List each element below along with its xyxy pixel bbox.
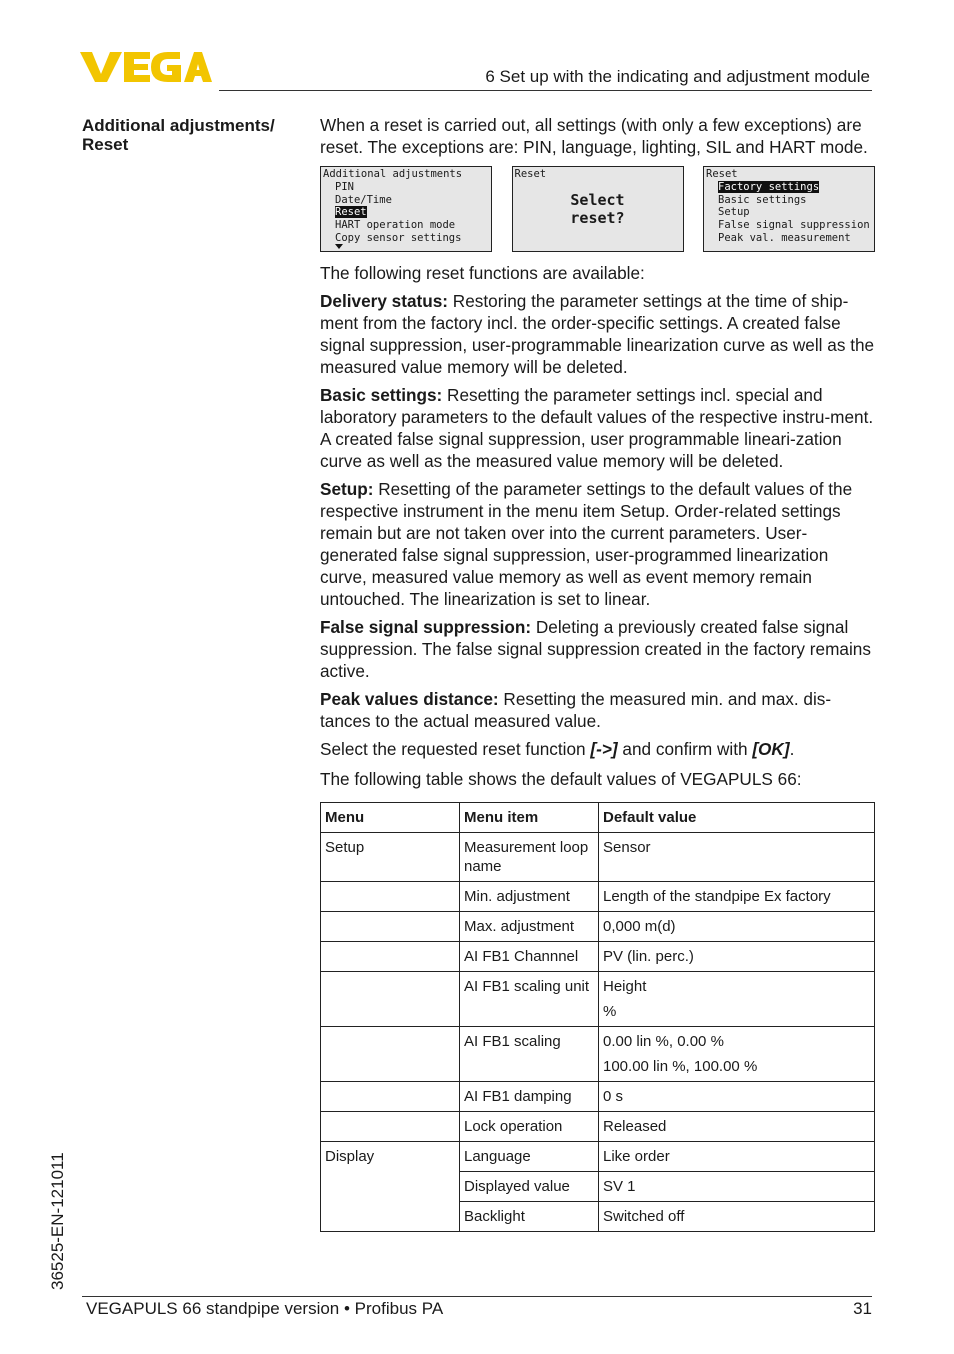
vega-logo xyxy=(80,50,212,84)
document-code: 36525-EN-121011 xyxy=(48,1152,67,1290)
table-row xyxy=(321,942,875,972)
display-screens xyxy=(320,166,875,252)
cell-menu-item: Min. adjustment xyxy=(460,882,599,912)
lcd-title: Reset xyxy=(514,168,547,180)
lcd-option: Peak val. measurement xyxy=(718,231,851,244)
cell-default-value: 0 s xyxy=(599,1082,875,1112)
cell-default-value: Height % xyxy=(599,972,875,1027)
lcd-option: Setup xyxy=(718,206,750,219)
scroll-down-arrow-icon xyxy=(335,244,343,249)
table-row xyxy=(321,1027,875,1082)
function-false-signal: False signal suppression: Deleting a previously created false signal suppression. The false signal suppression created in the factory remains active. xyxy=(320,617,871,681)
page-number: 31 xyxy=(853,1299,872,1318)
side-heading: Additional adjustments/ Reset xyxy=(82,116,275,154)
lcd-menu-item: Date/Time xyxy=(335,193,392,206)
cell-menu-item: Lock operation xyxy=(460,1112,599,1142)
table-row xyxy=(321,833,875,882)
cell-menu-item: Max. adjustment xyxy=(460,912,599,942)
lcd-menu-item: PIN xyxy=(335,180,354,193)
section-title: 6 Set up with the indicating and adjustment module xyxy=(485,67,870,86)
column-header: Default value xyxy=(599,803,875,833)
lcd-option-selected: Factory settings xyxy=(718,180,820,193)
lcd-menu-item: HART operation mode xyxy=(335,219,456,232)
cell-default-value: 0.00 lin %, 0.00 % 100.00 lin %, 100.00 % xyxy=(599,1027,875,1082)
cell-menu-item: Measurement loop name xyxy=(460,833,599,882)
cell-menu xyxy=(321,1027,460,1082)
cell-menu-item: AI FB1 Channnel xyxy=(460,942,599,972)
lcd-reset-options-screen xyxy=(703,166,875,252)
key-arrow: [->] xyxy=(590,739,618,759)
function-basic-settings: Basic settings: Resetting the parameter settings incl. special and laboratory parameters to the default values of the respective instru-ment. A created false signal suppression, user programmable lineari-zation curve as well as the measured value memory will be deleted. xyxy=(320,385,874,471)
cell-menu-item: Backlight xyxy=(460,1202,599,1232)
lcd-menu-screen xyxy=(320,166,492,252)
footer-title: VEGAPULS 66 standpipe version • Profibus PA xyxy=(86,1299,444,1318)
cell-menu xyxy=(321,1112,460,1142)
select-instruction: Select the requested reset function [->] and confirm with [OK]. xyxy=(320,739,795,759)
intro-paragraph: When a reset is carried out, all settings (with only a few exceptions) are reset. The exceptions are: PIN, language, lighting, SIL and HART mode. xyxy=(320,115,868,157)
table-row xyxy=(321,1142,875,1172)
cell-menu xyxy=(321,972,460,1027)
cell-default-value: PV (lin. perc.) xyxy=(599,942,875,972)
cell-default-value: Sensor xyxy=(599,833,875,882)
cell-default-value: SV 1 xyxy=(599,1172,875,1202)
cell-menu xyxy=(321,912,460,942)
table-header-row xyxy=(321,803,875,833)
column-header: Menu xyxy=(321,803,460,833)
cell-default-value: Length of the standpipe Ex factory xyxy=(599,882,875,912)
cell-default-value: Like order xyxy=(599,1142,875,1172)
cell-menu-item: Language xyxy=(460,1142,599,1172)
available-intro: The following reset functions are available: xyxy=(320,263,645,283)
table-row xyxy=(321,972,875,1027)
table-row xyxy=(321,882,875,912)
function-peak-values: Peak values distance: Resetting the measured min. and max. dis-tances to the actual measured value. xyxy=(320,689,832,731)
footer-divider xyxy=(82,1296,872,1297)
header-divider xyxy=(219,90,872,91)
lcd-menu-item: Copy sensor settings xyxy=(335,231,462,244)
lcd-menu-item-selected: Reset xyxy=(335,206,367,219)
cell-menu-item: AI FB1 scaling xyxy=(460,1027,599,1082)
lcd-confirm-prompt: Select reset? xyxy=(570,191,625,227)
lcd-confirm-screen xyxy=(512,166,684,252)
table-row xyxy=(321,1082,875,1112)
column-header: Menu item xyxy=(460,803,599,833)
lcd-option: Basic settings xyxy=(718,193,807,206)
lcd-option: False signal suppression xyxy=(718,219,870,232)
default-values-table xyxy=(320,802,875,1232)
function-delivery-status: Delivery status: Restoring the parameter settings at the time of ship-ment from the factory incl. the order-specific settings. A created false signal suppression, user-programmable linearization curve as well as the measured value memory will be deleted. xyxy=(320,291,875,377)
cell-default-value: Released xyxy=(599,1112,875,1142)
cell-menu: Setup xyxy=(321,833,460,882)
cell-menu-item: AI FB1 scaling unit xyxy=(460,972,599,1027)
table-row xyxy=(321,912,875,942)
key-ok: [OK] xyxy=(752,739,790,759)
function-setup: Setup: Resetting of the parameter settings to the default values of the respective instrument in the menu item Setup. Order-related settings remain but are not taken over into the current parameters. User-generated false signal suppression, user-programmed linearization curve, measured value memory as well as event memory remain untouched. The linearization is set to linear. xyxy=(320,479,853,609)
main-content xyxy=(320,114,875,1232)
cell-menu-item: Displayed value xyxy=(460,1172,599,1202)
table-intro: The following table shows the default values of VEGAPULS 66: xyxy=(320,769,802,789)
cell-default-value: 0,000 m(d) xyxy=(599,912,875,942)
cell-menu: Display xyxy=(321,1142,460,1232)
cell-menu xyxy=(321,1082,460,1112)
cell-menu-item: AI FB1 damping xyxy=(460,1082,599,1112)
lcd-title: Reset xyxy=(706,168,738,180)
cell-menu xyxy=(321,942,460,972)
table-row xyxy=(321,1112,875,1142)
cell-default-value: Switched off xyxy=(599,1202,875,1232)
lcd-title: Additional adjustments xyxy=(323,168,463,180)
cell-menu xyxy=(321,882,460,912)
